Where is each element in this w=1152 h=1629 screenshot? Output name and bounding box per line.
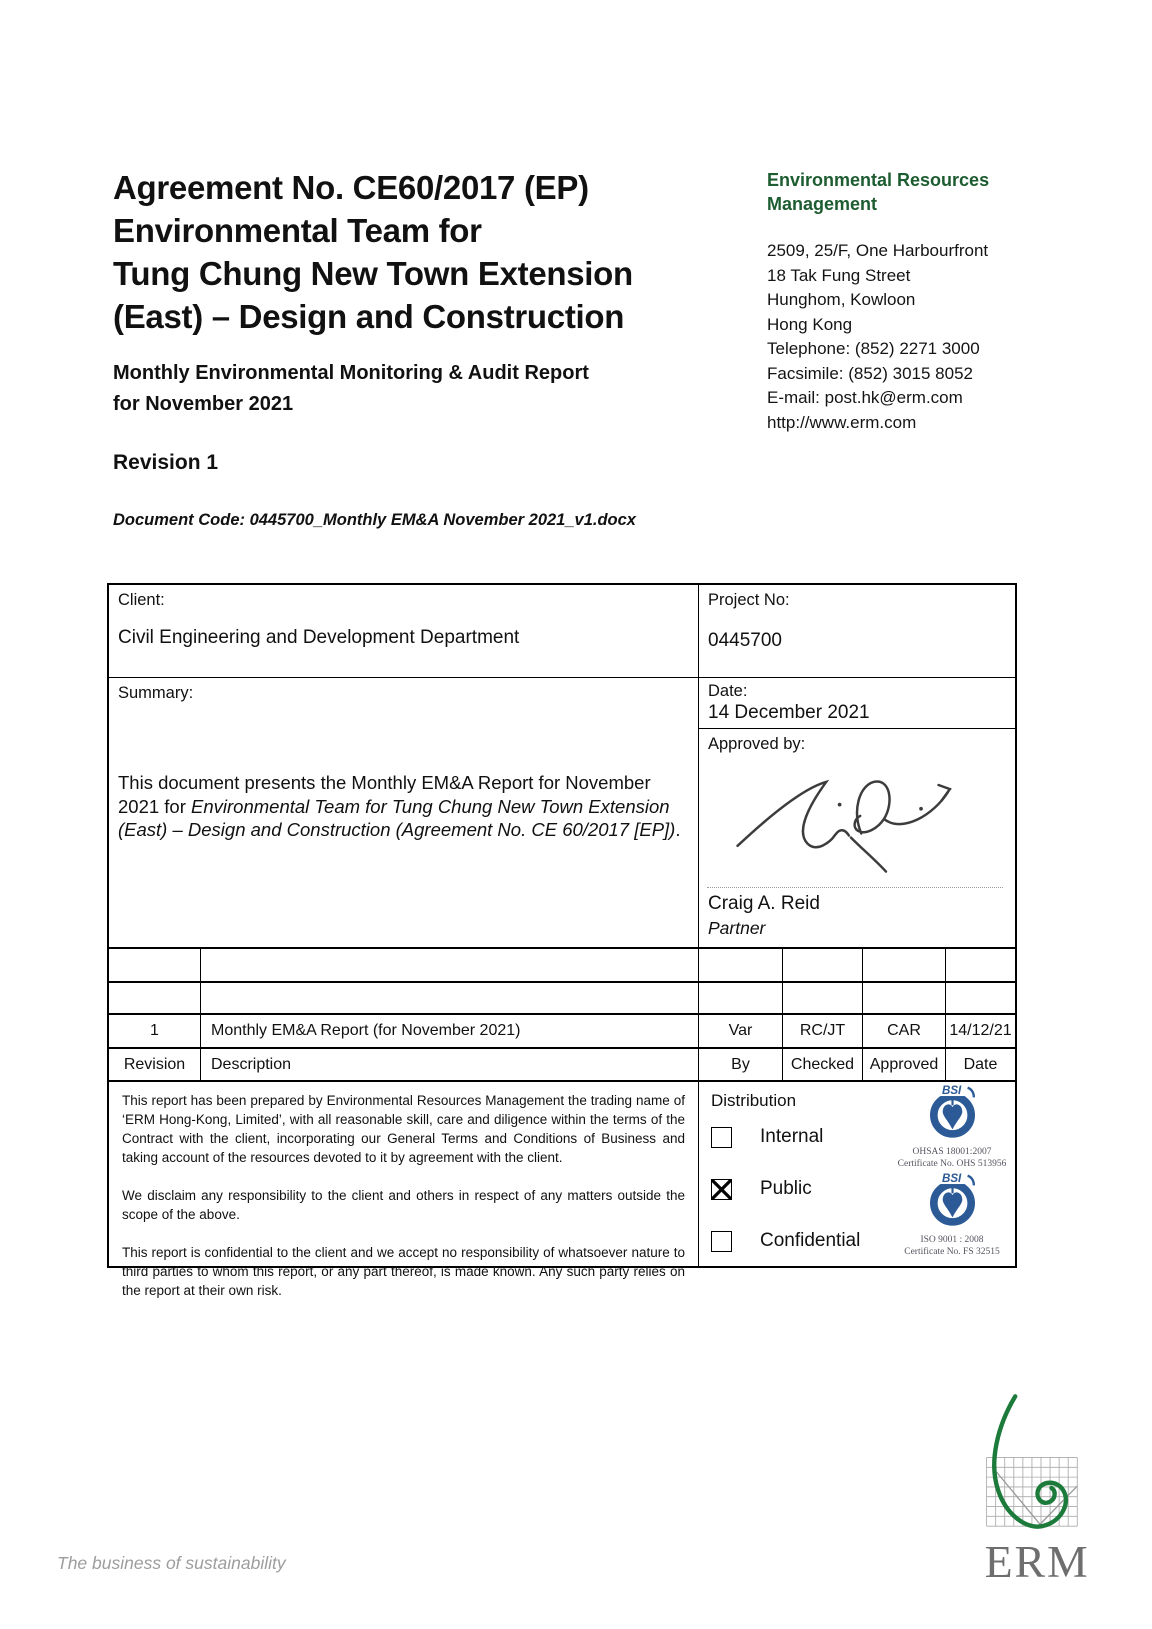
- title-line-3: Tung Chung New Town Extension: [113, 255, 633, 292]
- approved-by-label: Approved by:: [708, 735, 806, 753]
- signature-line: [707, 887, 1003, 888]
- header-description: Description: [201, 1049, 699, 1080]
- fax-line: Facsimile: (852) 3015 8052: [767, 363, 974, 383]
- client-value: Civil Engineering and Development Department: [118, 627, 520, 648]
- email-line: E-mail: post.hk@erm.com: [767, 388, 963, 407]
- company-tagline: The business of sustainability: [57, 1553, 286, 1573]
- report-title: [113, 166, 633, 338]
- date-label: Date:: [708, 682, 748, 700]
- entry-date: 14/12/21: [949, 1022, 1012, 1039]
- summary-approval-row: [109, 677, 1015, 947]
- project-no-label: Project No:: [708, 591, 790, 609]
- disclaimer-paragraph: This report has been prepared by Environmental Resources Management the trading name of ‘ERM Hong-Kong, Limited’, with all reasonable skill, care and diligence within the terms of the Contract with the client, incorporating our General Terms and Conditions of Business and taking account of the resources devoted to it by agreement with the client.: [122, 1093, 685, 1165]
- revision-empty-row: [109, 947, 1015, 981]
- document-code: Document Code: 0445700_Monthly EM&A November 2021_v1.docx: [113, 511, 636, 529]
- phone-line: Telephone: (852) 2271 3000: [767, 339, 980, 358]
- entry-approved: CAR: [863, 1015, 946, 1047]
- company-name: [767, 168, 1027, 216]
- erm-logo-icon: [945, 1383, 1095, 1593]
- date-value: 14 December 2021: [708, 702, 870, 723]
- confidential-checkbox: [711, 1231, 732, 1252]
- subtitle-line-2: for November 2021: [113, 393, 294, 415]
- client-label: Client:: [118, 591, 165, 609]
- entry-description: Monthly EM&A Report (for November 2021): [201, 1015, 699, 1047]
- entry-revision: 1: [109, 1015, 201, 1047]
- approver-signature: [709, 751, 997, 885]
- header-date: Date: [963, 1055, 998, 1073]
- internal-checkbox: [711, 1127, 732, 1148]
- distribution-option-confidential: [711, 1230, 860, 1252]
- title-line-4: (East) – Design and Construction: [113, 298, 625, 335]
- bsi-logo-icon: [924, 1084, 981, 1141]
- address-line: 18 Tak Fung Street: [767, 265, 911, 285]
- disclaimer-cell: [109, 1082, 699, 1298]
- approved-by-cell: [699, 729, 1015, 947]
- title-line-2: Environmental Team for: [113, 212, 482, 249]
- summary-text: [109, 771, 698, 842]
- internal-label: Internal: [760, 1126, 824, 1147]
- summary-italic: Environmental Team for Tung Chung New Town Extension (East) – Design and Construction (Agreement No. CE 60/2017 [EP]): [118, 795, 676, 840]
- title-line-1: Agreement No. CE60/2017 (EP): [113, 169, 589, 206]
- client-project-row: [109, 585, 1015, 677]
- project-no-cell: [699, 585, 1015, 677]
- cert-standard: ISO 9001 : 2008: [920, 1235, 984, 1245]
- disclaimer-paragraph: We disclaim any responsibility to the client and others in respect of any matters outside the scope of the above.: [122, 1188, 685, 1222]
- erm-logo: [945, 1383, 1095, 1593]
- bsi-mark-text: BSI: [941, 1085, 961, 1098]
- document-info-table: [107, 583, 1017, 1298]
- revision-header-row: [109, 1047, 1015, 1080]
- address-line: 2509, 25/F, One Harbourfront: [767, 241, 989, 260]
- confidential-label: Confidential: [760, 1230, 861, 1251]
- header-approved: Approved: [863, 1049, 946, 1080]
- distribution-option-public: [711, 1178, 812, 1200]
- report-subtitle: [113, 358, 589, 420]
- header-by: By: [699, 1049, 783, 1080]
- approver-title: Partner: [708, 918, 766, 938]
- summary-cell: [109, 678, 699, 947]
- client-cell: [109, 585, 699, 677]
- address-line: Hunghom, Kowloon: [767, 290, 916, 309]
- project-no-value: 0445700: [708, 630, 782, 651]
- address-line: Hong Kong: [767, 314, 853, 334]
- revision-empty-row: [109, 981, 1015, 1013]
- website-line: http://www.erm.com: [767, 412, 917, 432]
- summary-period: .: [675, 819, 681, 840]
- public-checkbox: [711, 1179, 732, 1200]
- cert-number: Certificate No. FS 32515: [904, 1247, 1000, 1257]
- distribution-option-internal: [711, 1126, 823, 1148]
- bsi-mark-text: BSI: [941, 1173, 961, 1186]
- disclaimer-distribution-row: [109, 1080, 1015, 1298]
- bsi-ohsas-badge: [891, 1084, 1013, 1170]
- summary-label: Summary:: [118, 684, 194, 702]
- subtitle-line-1: Monthly Environmental Monitoring & Audit Report: [113, 362, 589, 384]
- header-checked: Checked: [783, 1049, 863, 1080]
- header-revision: Revision: [109, 1049, 201, 1080]
- date-cell: [699, 678, 1015, 729]
- company-name-line-2: Management: [767, 194, 878, 214]
- public-label: Public: [760, 1178, 812, 1199]
- summary-plain: This document presents the Monthly EM&A Report for November 2021 for: [118, 772, 651, 817]
- company-name-line-1: Environmental Resources: [767, 170, 990, 190]
- revision-heading: Revision 1: [113, 451, 219, 474]
- erm-wordmark: ERM: [984, 1535, 1090, 1587]
- cert-standard: OHSAS 18001:2007: [912, 1147, 992, 1157]
- company-address: [767, 239, 1027, 435]
- approver-name: Craig A. Reid: [708, 893, 820, 914]
- date-approved-cells: [699, 678, 1015, 947]
- entry-checked: RC/JT: [783, 1015, 863, 1047]
- distribution-cell: [699, 1082, 1015, 1266]
- distribution-label: Distribution: [711, 1091, 797, 1110]
- company-contact-block: [767, 168, 1027, 435]
- cert-number: Certificate No. OHS 513956: [897, 1159, 1007, 1169]
- revision-entry-row: [109, 1013, 1015, 1047]
- bsi-logo-icon: [924, 1172, 981, 1229]
- bsi-iso-badge: [891, 1172, 1013, 1258]
- entry-by: Var: [699, 1015, 783, 1047]
- disclaimer-paragraph: This report is confidential to the client and we accept no responsibility of whatsoever nature to third parties to whom this report, or any part thereof, is made known. Any such party relies on the report at their own risk.: [122, 1245, 685, 1298]
